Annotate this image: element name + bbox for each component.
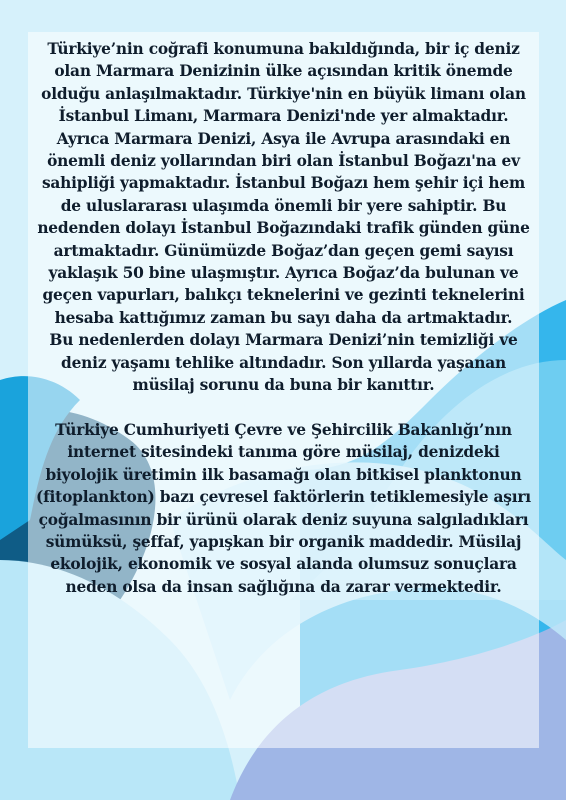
paragraph-3: Türkiye Cumhuriyeti Çevre ve Şehircilik Bakanlığı’nın internet sitesindeki tanıma göre müsilaj, denizdeki biyolojik üretimin ilk basamağı olan bitkisel planktonun (fitoplankton) bazı çevresel faktörlerin tetiklemesiyle aşırı çoğalmasının bir ürünü olarak deniz suyuna salgıladıkları sümüksü, şeffaf, yapışkan bir organik maddedir. Müsilaj ekolojik, ekonomik ve sosyal alanda olumsuz sonuçlara neden olsa da insan sağlığına da zarar vermektedir. [36,420,531,596]
paragraph-2: Bu nedenlerden dolayı Marmara Denizi’nin temizliği ve deniz yaşamı tehlike altındadır. Son yıllarda yaşanan müsilaj sorunu da buna bir kanıttır. [49,331,518,395]
paragraph-1: Türkiye’nin coğrafi konumuna bakıldığında, bir iç deniz olan Marmara Denizinin ülke açısından kritik önemde olduğu anlaşılmaktadır. Türkiye'nin en büyük limanı olan İstanbul Limanı, Marmara Denizi'nde yer almaktadır. Ayrıca Marmara Denizi, Asya ile Avrupa arasındaki en önemli deniz yollarından biri olan İstanbul Boğazı'na ev sahipliği yapmaktadır. İstanbul Boğazı hem şehir içi hem de uluslararası ulaşımda önemli bir yere sahiptir. Bu nedenden dolayı İstanbul Boğazındaki trafik günden güne artmaktadır. Günümüzde Boğaz’dan geçen gemi sayısı yaklaşık 50 bine ulaşmıştır. Ayrıca Boğaz’da bulunan ve geçen vapurları, balıkçı teknelerini ve gezinti teknelerini hesaba kattığımız zaman bu sayı daha da artmaktadır. [37,40,530,327]
paragraph-gap [36,397,531,419]
document-body [36,38,531,598]
